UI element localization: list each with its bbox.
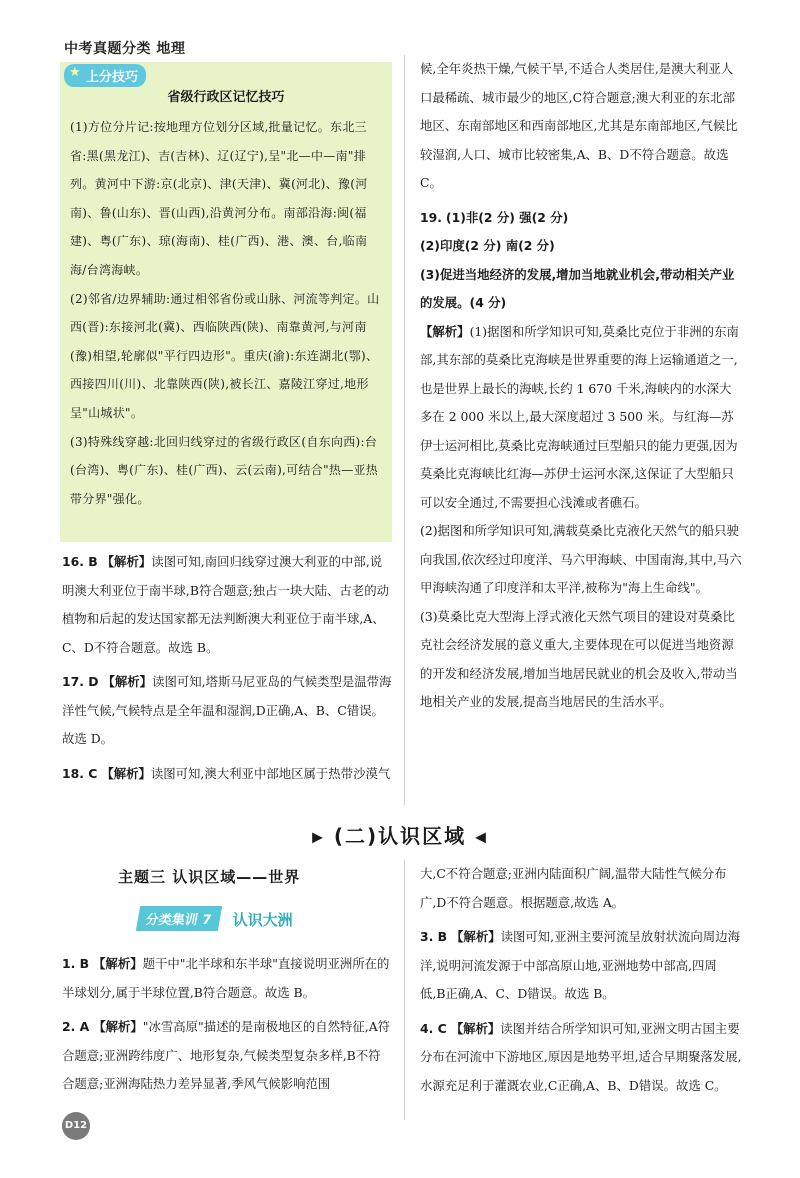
tip-paragraph: (1)方位分片记:按地理方位划分区域,批量记忆。东北三省:黑(黑龙江)、吉(吉林)、辽(辽宁),呈"北—中—南"排列。黄河中下游:京(北京)、津(天津)、冀(河北)、豫(河南)、鲁(山东)、晋(山西),沿黄河分布。南部沿海:闽(福建)、粤(广东)、琼(海南)、桂(广西)、港、澳、台,临南海/台湾海峡。 <box>70 120 368 277</box>
answer-number: 1. B <box>62 956 90 971</box>
page-header: 中考真题分类 地理 <box>64 41 186 57</box>
analysis-text: (1)据图和所学知识可知,莫桑比克位于非洲的东南部,其东部的莫桑比克海峡是世界重要的海上运输通道之一,也是世界上最长的海峡,长约 1 670 千米,海峡内的水深大多在 2 000 米以上,最大深度超过 3 500 米。与红海—苏伊士运河相比,莫桑比克海峡通过巨型船只的能力更强,因为莫桑比克海峡比红海—苏伊士运河水深,这保证了大型船只可以安全通过,不需要担心浅滩或者礁石。 <box>420 323 739 510</box>
analysis-tag: 【解析】 <box>450 1020 501 1036</box>
section-heading <box>0 820 800 849</box>
analysis-tag: 【解析】 <box>93 956 143 971</box>
answer-number: 4. C <box>420 1020 447 1036</box>
topic-title: 主题三 认识区域——世界 <box>118 868 301 886</box>
section-title: (二)认识区域 <box>333 824 467 848</box>
analysis-tag: 【解析】 <box>101 765 151 781</box>
answer-number: 17. D <box>62 674 99 689</box>
tip-title: 省级行政区记忆技巧 <box>167 90 285 105</box>
analysis-tag: 【解析】 <box>102 674 153 689</box>
column-divider <box>404 860 405 1120</box>
answer-number: 16. B <box>62 554 98 569</box>
answer-text: 读图可知,亚洲主要河流呈放射状流向周边海洋,说明河流发源于中部高原山地,亚洲地势中部高,四周低,B正确,A、C、D错误。故选 B。 <box>420 929 740 1001</box>
analysis-tag: 【解析】 <box>420 323 470 339</box>
answer-item <box>420 1015 742 1101</box>
answer-continuation: 大,C不符合题意;亚洲内陆面积广阔,温带大陆性气候分布广,D不符合题意。根据题意,故选 A。 <box>420 866 727 910</box>
analysis-paragraph: (2)据图和所学知识可知,满载莫桑比克液化天然气的船只驶向我国,依次经过印度洋、马六甲海峡、中国南海,其中,马六甲海峡沟通了印度洋和太平洋,被称为"海上生命线"。 <box>420 523 742 595</box>
answer-part: (1)非(2 分) 强(2 分) <box>445 209 569 225</box>
triangle-left-icon: ◀ <box>475 829 488 846</box>
category-badge-title: 认识大洲 <box>232 911 293 929</box>
answer-item <box>62 950 392 1007</box>
tip-box <box>60 62 392 542</box>
star-icon: ★ <box>69 65 81 80</box>
answer-text: 读图可知,南回归线穿过澳大利亚的中部,说明澳大利亚位于南半球,B符合题意;独占一块大陆、古老的动植物和后起的发达国家都无法判断澳大利亚位于南半球,A、C、D不符合题意。故选 B。 <box>62 554 389 655</box>
answer-continuation: 候,全年炎热干燥,气候干旱,不适合人类居住,是澳大利亚人口最稀疏、城市最少的地区,C符合题意;澳大利亚的东北部地区、东南部地区和西南部地区,尤其是东南部地区,气候比较湿润,人口、城市比较密集,A、B、D不符合题意。故选 C。 <box>420 61 738 190</box>
left-bottom-column <box>62 950 392 1099</box>
answer-text: 读图并结合所学知识可知,亚洲文明古国主要分布在河流中下游地区,原因是地势平坦,适合早期聚落发展,水源充足利于灌溉农业,C正确,A、B、D错误。故选 C。 <box>420 1020 742 1093</box>
right-top-column <box>420 55 742 717</box>
answer-text: "冰雪高原"描述的是南极地区的自然特征,A符合题意;亚洲跨纬度广、地形复杂,气候类型复杂多样,B不符合题意;亚洲海陆热力差异显著,季风气候影响范围 <box>62 1019 391 1091</box>
tip-badge <box>64 64 146 87</box>
category-badge <box>138 906 293 932</box>
category-badge-label: 分类集训 7 <box>136 906 222 931</box>
answer-item <box>62 548 392 662</box>
left-top-column <box>62 548 392 788</box>
answer-number: 2. A <box>62 1019 90 1034</box>
answer-text: 读图可知,澳大利亚中部地区属于热带沙漠气 <box>150 765 391 781</box>
answer-text: 读图可知,塔斯马尼亚岛的气候类型是温带海洋性气候,气候特点是全年温和湿润,D正确,A、B、C错误。故选 D。 <box>62 674 392 746</box>
page-number: D12 <box>62 1112 90 1140</box>
answer-item <box>62 668 392 754</box>
answer-item <box>420 923 742 1009</box>
answer-number: 19. <box>420 209 442 225</box>
analysis-paragraph: (3)莫桑比克大型海上浮式液化天然气项目的建设对莫桑比克社会经济发展的意义重大,主要体现在可以促进当地资源的开发和经济发展,增加当地居民就业的机会及收入,带动当地相关产业的发展,提高当地居民的生活水平。 <box>420 608 738 709</box>
analysis-tag: 【解析】 <box>451 929 501 944</box>
tip-paragraph: (2)邻省/边界辅助:通过相邻省份或山脉、河流等判定。山西(晋):东接河北(冀)、西临陕西(陕)、南靠黄河,与河南(豫)相望,轮廓似"平行四边形"。重庆(渝):东连湖北(鄂)、西接四川(川)、北靠陕西(陕),被长江、嘉陵江穿过,地形呈"山城状"。 <box>70 291 380 420</box>
answer-item <box>420 204 742 233</box>
answer-text: 题干中"北半球和东半球"直接说明亚洲所在的半球划分,属于半球位置,B符合题意。故选 B。 <box>62 956 390 1000</box>
answer-part: (3)促进当地经济的发展,增加当地就业机会,带动相关产业的发展。(4 分) <box>420 266 735 310</box>
analysis-paragraph <box>420 318 742 518</box>
analysis-tag: 【解析】 <box>101 554 152 569</box>
answer-item <box>62 760 392 789</box>
tip-paragraph: (3)特殊线穿越:北回归线穿过的省级行政区(自东向西):台(台湾)、粤(广东)、桂(广西)、云(云南),可结合"热—亚热带分界"强化。 <box>70 434 379 506</box>
answer-number: 18. C <box>62 765 98 781</box>
tip-body <box>70 113 382 513</box>
tip-badge-label: 上分技巧 <box>86 70 139 85</box>
right-bottom-column <box>420 860 742 1100</box>
analysis-tag: 【解析】 <box>93 1019 143 1034</box>
column-divider <box>404 55 405 805</box>
answer-part: (2)印度(2 分) 南(2 分) <box>420 238 555 253</box>
triangle-right-icon: ▶ <box>312 829 325 846</box>
answer-number: 3. B <box>420 929 448 944</box>
answer-item <box>62 1013 392 1099</box>
